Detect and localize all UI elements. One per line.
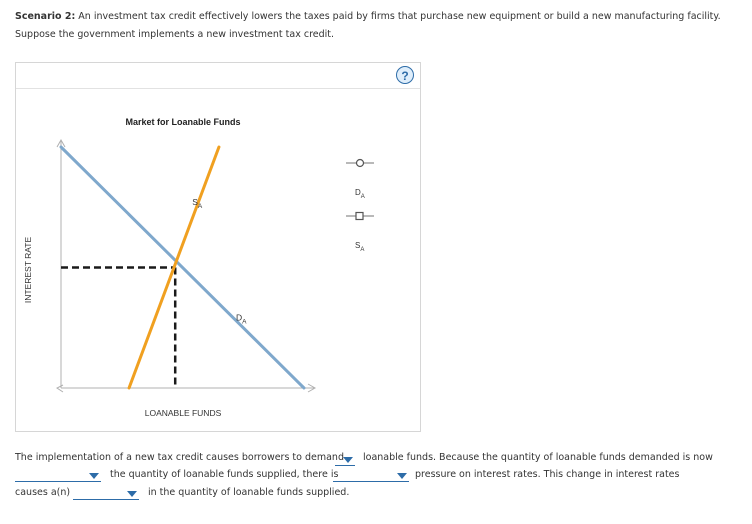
y-axis-label: INTEREST RATE	[23, 236, 33, 304]
chart-plot-area	[57, 140, 315, 392]
demand-change-dropdown[interactable]	[335, 453, 355, 466]
quantity-comparison-dropdown[interactable]	[15, 469, 101, 482]
chevron-down-icon	[343, 457, 353, 463]
help-button[interactable]: ?	[396, 66, 414, 84]
question-text-1: The implementation of a new tax credit causes borrowers to demand	[15, 452, 344, 463]
chevron-down-icon	[127, 491, 137, 497]
chart-title: Market for Loanable Funds	[125, 117, 241, 127]
legend-label-sa: $S_A$	[355, 241, 365, 253]
x-axis-label: LOANABLE FUNDS	[144, 408, 222, 418]
scenario-label: Scenario 2:	[15, 11, 76, 22]
legend-circle-marker-icon	[357, 160, 364, 167]
question-text-4: pressure on interest rates. This change in interest rates	[415, 469, 680, 480]
chevron-down-icon	[89, 473, 99, 479]
question-text-6: in the quantity of loanable funds supplied.	[148, 487, 350, 498]
legend-square-marker-icon	[356, 213, 363, 220]
question-text-2: loanable funds. Because the quantity of loanable funds demanded is now	[363, 452, 713, 463]
curve-label-da: $D_A$	[235, 312, 247, 326]
legend-label-da: $D_A$	[355, 188, 365, 200]
interest-pressure-dropdown[interactable]	[333, 469, 409, 482]
scenario-line-2: Suppose the government implements a new investment tax credit.	[15, 29, 335, 40]
question-text-3: the quantity of loanable funds supplied, there is	[110, 469, 339, 480]
question-text-5: causes a(n)	[15, 487, 71, 498]
chart-legend	[346, 160, 374, 254]
chevron-down-icon	[397, 473, 407, 479]
scenario-description: An investment tax credit effectively lowers the taxes paid by firms that purchase new equipment or build a new manufacturing facility.	[75, 11, 721, 22]
supply-change-dropdown[interactable]	[73, 487, 139, 500]
curve-label-sa: $S_A$	[192, 196, 203, 210]
